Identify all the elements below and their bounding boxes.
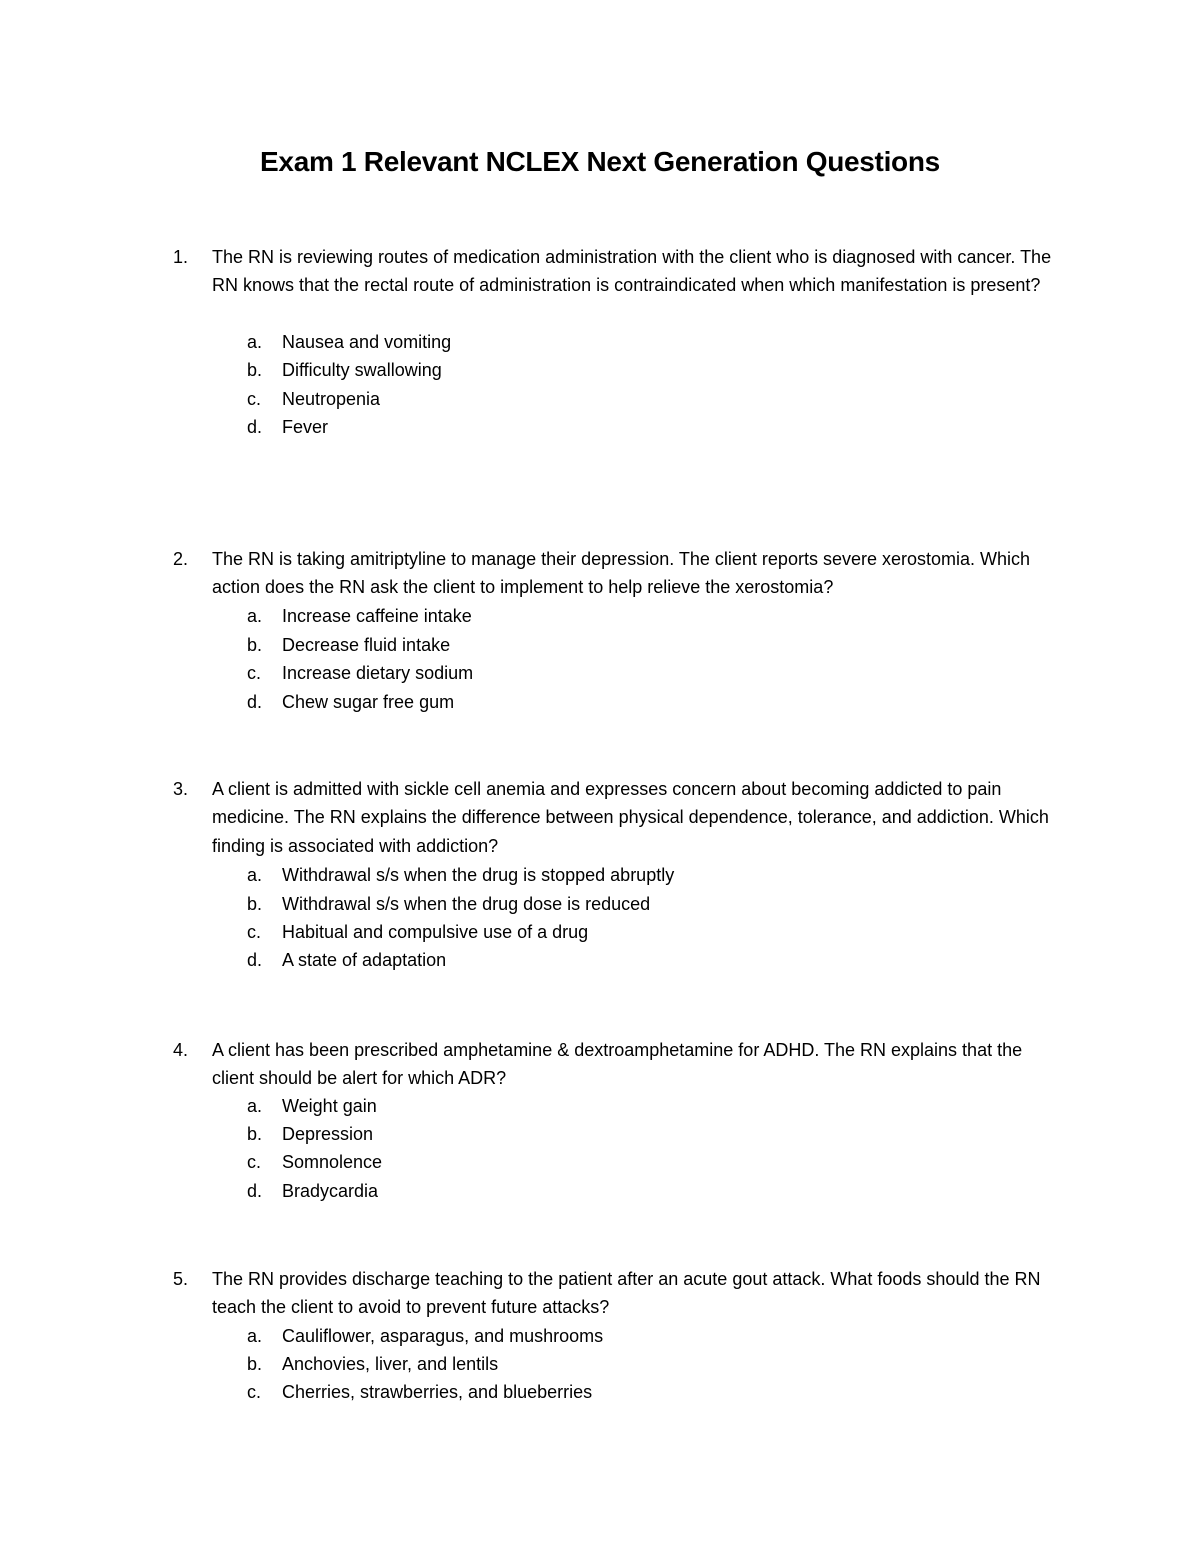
question-number: 5. <box>173 1269 189 1289</box>
option-2b <box>0 631 1200 659</box>
option-text: Depression <box>282 1124 374 1144</box>
option-1b <box>0 356 1200 384</box>
question-number: 3. <box>173 779 189 799</box>
option-letter: b. <box>247 360 263 380</box>
option-letter: b. <box>247 1124 263 1144</box>
option-text: Bradycardia <box>282 1181 379 1201</box>
question-text: The RN provides discharge teaching to the patient after an acute gout attack. What foods should the RN teach the client to avoid to prevent future attacks? <box>212 1269 1041 1318</box>
option-3c <box>0 918 1200 946</box>
option-letter: a. <box>247 332 263 352</box>
option-text: Increase dietary sodium <box>282 663 474 683</box>
option-letter: c. <box>247 663 262 683</box>
option-3b <box>0 890 1200 918</box>
option-text: Weight gain <box>282 1096 377 1116</box>
option-letter: c. <box>247 1382 262 1402</box>
question-text: A client has been prescribed amphetamine & dextroamphetamine for ADHD. The RN explains that the client should be alert for which ADR? <box>212 1040 1023 1089</box>
page-title: Exam 1 Relevant NCLEX Next Generation Questions <box>260 146 940 177</box>
option-4c <box>0 1148 1200 1176</box>
question-text: The RN is reviewing routes of medication administration with the client who is diagnosed with cancer. The RN knows that the rectal route of administration is contraindicated when which manifestation is present? <box>212 247 1052 296</box>
option-4b <box>0 1120 1200 1148</box>
option-text: Withdrawal s/s when the drug is stopped abruptly <box>282 865 675 885</box>
option-letter: c. <box>247 1152 262 1172</box>
option-letter: d. <box>247 950 263 970</box>
option-text: Cauliflower, asparagus, and mushrooms <box>282 1326 604 1346</box>
option-letter: d. <box>247 1181 263 1201</box>
option-1c <box>0 385 1200 413</box>
option-5a <box>0 1322 1200 1350</box>
option-letter: d. <box>247 417 263 437</box>
question-text: A client is admitted with sickle cell anemia and expresses concern about becoming addicted to pain medicine. The RN explains the difference between physical dependence, tolerance, and addiction. Which finding is associated with addiction? <box>212 779 1049 856</box>
option-letter: d. <box>247 692 263 712</box>
option-text: Difficulty swallowing <box>282 360 442 380</box>
option-text: Chew sugar free gum <box>282 692 455 712</box>
option-letter: a. <box>247 1096 263 1116</box>
option-letter: a. <box>247 606 263 626</box>
option-text: A state of adaptation <box>282 950 447 970</box>
question-number: 1. <box>173 247 189 267</box>
option-5c <box>0 1378 1200 1406</box>
option-text: Increase caffeine intake <box>282 606 472 626</box>
option-text: Nausea and vomiting <box>282 332 452 352</box>
option-5b <box>0 1350 1200 1378</box>
question-number: 2. <box>173 549 189 569</box>
option-3d <box>0 946 1200 974</box>
option-3a <box>0 861 1200 889</box>
option-4d <box>0 1177 1200 1205</box>
option-text: Cherries, strawberries, and blueberries <box>282 1382 593 1402</box>
option-letter: c. <box>247 389 262 409</box>
option-letter: c. <box>247 922 262 942</box>
question-text: The RN is taking amitriptyline to manage their depression. The client reports severe xerostomia. Which action does the RN ask the client to implement to help relieve the xerostomia? <box>212 549 1031 598</box>
option-1a <box>0 328 1200 356</box>
option-letter: b. <box>247 1354 263 1374</box>
question-number: 4. <box>173 1040 189 1060</box>
option-text: Fever <box>282 417 329 437</box>
option-letter: b. <box>247 894 263 914</box>
option-text: Anchovies, liver, and lentils <box>282 1354 499 1374</box>
option-letter: a. <box>247 865 263 885</box>
option-text: Withdrawal s/s when the drug dose is reduced <box>282 894 651 914</box>
option-letter: b. <box>247 635 263 655</box>
option-letter: a. <box>247 1326 263 1346</box>
option-4a <box>0 1092 1200 1120</box>
option-text: Neutropenia <box>282 389 381 409</box>
option-2d <box>0 688 1200 716</box>
option-text: Somnolence <box>282 1152 383 1172</box>
option-1d <box>0 413 1200 441</box>
option-2a <box>0 602 1200 630</box>
option-2c <box>0 659 1200 687</box>
option-text: Decrease fluid intake <box>282 635 451 655</box>
option-text: Habitual and compulsive use of a drug <box>282 922 589 942</box>
